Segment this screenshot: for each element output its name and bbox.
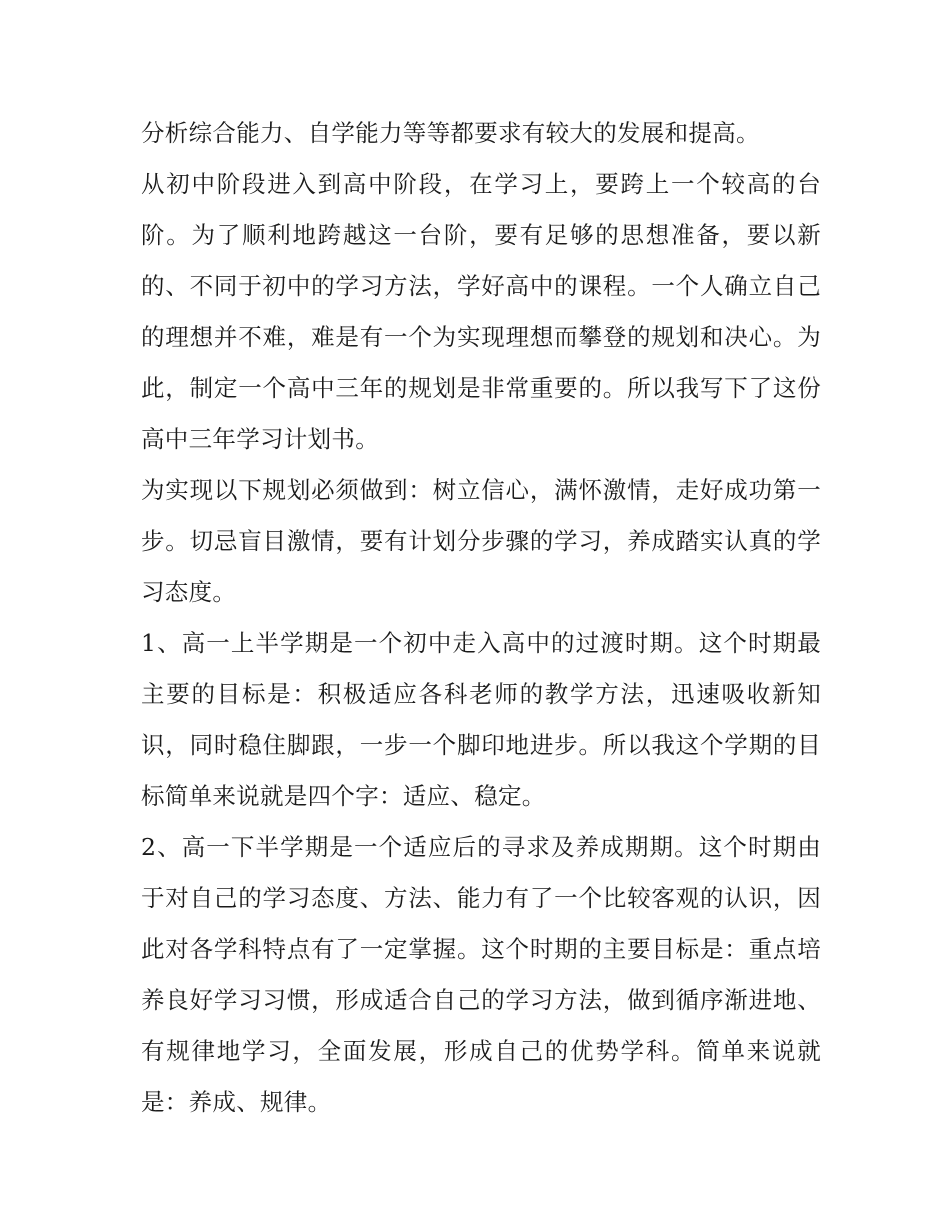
paragraph-continuation: 分析综合能力、自学能力等等都要求有较大的发展和提高。: [141, 119, 760, 147]
paragraph-intro: 从初中阶段进入到高中阶段，在学习上，要跨上一个较高的台阶。为了顺利地跨越这一台阶，要有足够的思想准备，要以新的、不同于初中的学习方法，学好高中的课程。一个人确立自己的理想并不难，难是有一个为实现理想而攀登的规划和决心。为此，制定一个高中三年的规划是非常重要的。所以我写下了这份高中三年学习计划书。: [141, 170, 821, 453]
paragraph-requirements: 为实现以下规划必须做到：树立信心，满怀激情，走好成功第一步。切忌盲目激情，要有计划分步骤的学习，养成踏实认真的学习态度。: [141, 476, 821, 606]
document-body: [141, 108, 821, 1128]
paragraph-term-1: 1、高一上半学期是一个初中走入高中的过渡时期。这个时期最主要的目标是：积极适应各科老师的教学方法，迅速吸收新知识，同时稳住脚跟，一步一个脚印地进步。所以我这个学期的目标简单来说就是四个字：适应、稳定。: [141, 629, 821, 810]
paragraph-term-2: 2、高一下半学期是一个适应后的寻求及养成期期。这个时期由于对自己的学习态度、方法、能力有了一个比较客观的认识，因此对各学科特点有了一定掌握。这个时期的主要目标是：重点培养良好学习习惯，形成适合自己的学习方法，做到循序渐进地、有规律地学习，全面发展，形成自己的优势学科。简单来说就是：养成、规律。: [141, 833, 821, 1116]
